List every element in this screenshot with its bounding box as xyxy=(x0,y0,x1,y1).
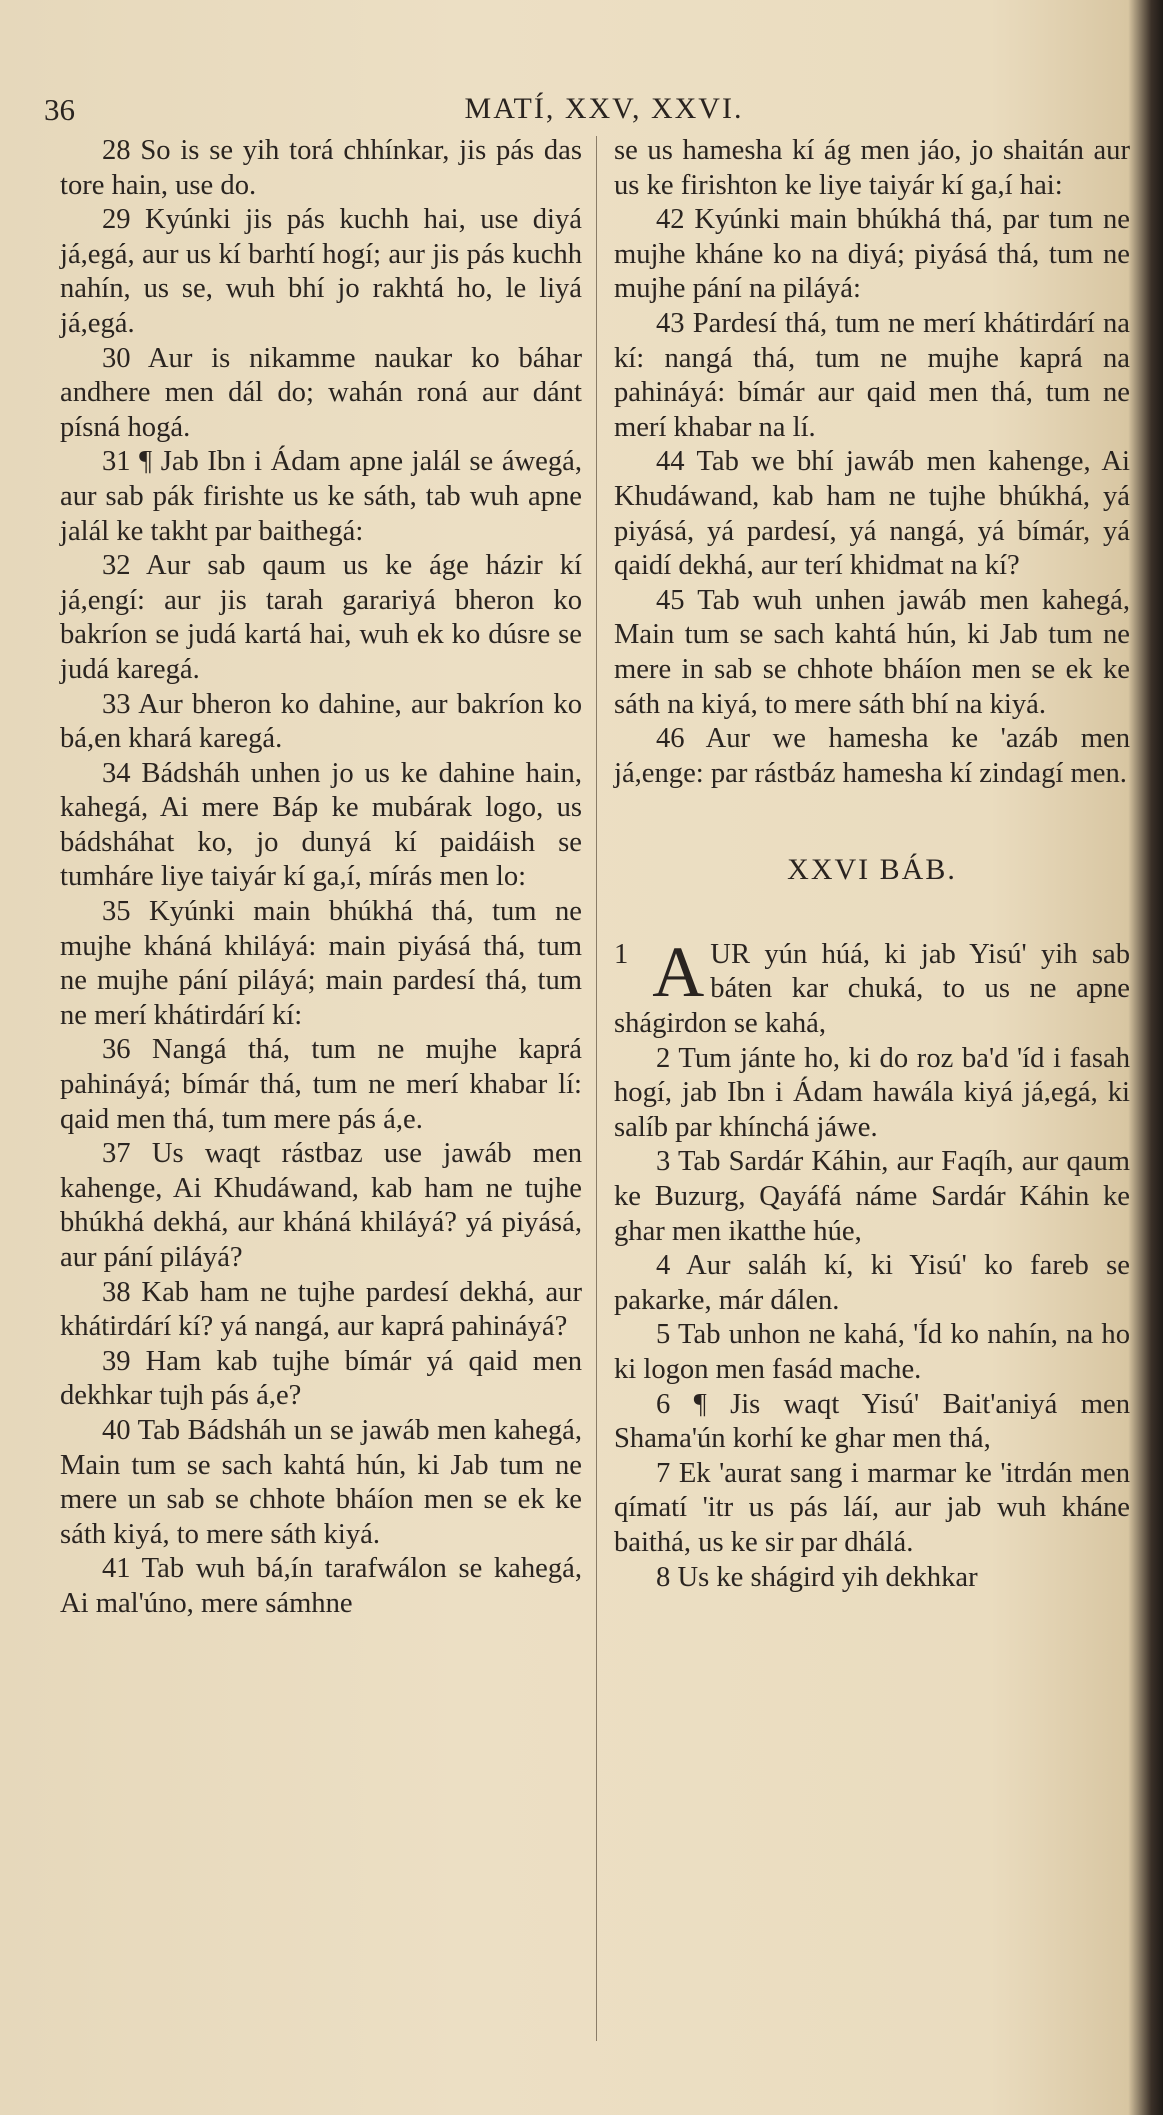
verse: 28 So is se yih torá chhínkar, jis pás das tore hain, use do. xyxy=(60,135,582,201)
right-column xyxy=(614,134,1130,1595)
verse-continuation: se us hamesha kí ág men jáo, jo shaitán aur us ke firishton ke liye taiyár kí ga,í hai: xyxy=(614,135,1130,201)
verse: 40 Tab Bádsháh un se jawáb men kahegá, Main tum se sach kahtá hún, ki Jab tum ne mere un sab se chhote bháíon men se ek ke sáth kiyá, to mere sáth kiyá. xyxy=(60,1414,582,1550)
verse: 43 Pardesí thá, tum ne merí khátirdárí na kí: nangá thá, tum ne mujhe kaprá na pahináyá: bímár aur qaid men thá, tum ne merí khabar na lí. xyxy=(614,307,1130,443)
verse: 7 Ek 'aurat sang i marmar ke 'itrdán men qímatí 'itr us pás láí, aur jab wuh kháne baithá, us ke sir par dhálá. xyxy=(614,1457,1130,1558)
verse: 37 Us waqt rástbaz use jawáb men kahenge, Ai Khudáwand, kab ham ne tujhe bhúkhá dekhá, aur kháná khiláyá? yá piyásá, aur pání piláyá? xyxy=(60,1138,582,1273)
running-head xyxy=(44,92,1124,132)
chapter-heading: XXVI BÁB. xyxy=(787,853,957,887)
page-number: 36 xyxy=(44,92,75,127)
verse: 39 Ham kab tujhe bímár yá qaid men dekhkar tujh pás á,e? xyxy=(60,1345,582,1412)
verse: 35 Kyúnki main bhúkhá thá, tum ne mujhe kháná khiláyá: main piyásá thá, tum ne mujhe pání piláyá; main pardesí thá, tum ne merí khátirdárí kí: xyxy=(60,896,582,1031)
verse: 34 Bádsháh unhen jo us ke dahine hain, kahegá, Ai mere Báp ke mubárak logo, us bádsháhat ko, jo dunyá kí paidáish se tumháre liye taiyár kí ga,í, mírás men lo: xyxy=(60,757,582,893)
verse: 2 Tum jánte ho, ki do roz ba'd 'íd i fasah hogí, jab Ibn i Ádam hawála kiyá já,egá, ki salíb par khínchá jáwe. xyxy=(614,1042,1130,1143)
verse: 6 ¶ Jis waqt Yisú' Bait'aniyá men Shama'ún korhí ke ghar men thá, xyxy=(614,1388,1130,1455)
running-title: MATÍ, XXV, XXVI. xyxy=(464,92,744,125)
verse: 44 Tab we bhí jawáb men kahenge, Ai Khudáwand, kab ham ne tujhe bhúkhá, yá piyásá, yá pardesí, yá nangá, yá bímár, yá qaidí dekhá, aur terí khidmat na kí? xyxy=(614,446,1130,582)
column-divider xyxy=(596,136,597,2041)
verse: 33 Aur bheron ko dahine, aur bakríon ko bá,en khará karegá. xyxy=(60,688,582,755)
verse: 42 Kyúnki main bhúkhá thá, par tum ne mujhe kháne ko na diyá; piyásá thá, tum ne mujhe pání na piláyá: xyxy=(614,204,1130,305)
verse: 29 Kyúnki jis pás kuchh hai, use diyá já,egá, aur us kí barhtí hogí; aur jis pás kuchh nahín, us se, wuh bhí jo rakhtá ho, le liyá já,egá. xyxy=(60,204,582,339)
verse: 31 ¶ Jab Ibn i Ádam apne jalál se áwegá, aur sab pák firishte us ke sáth, tab wuh apne jalál ke takht par baithegá: xyxy=(60,446,582,547)
verse: 5 Tab unhon ne kahá, 'Íd ko nahín, na ho ki logon men fasád mache. xyxy=(614,1319,1130,1385)
verse: 30 Aur is nikamme naukar ko báhar andhere men dál do; wahán roná aur dánt písná hogá. xyxy=(60,342,582,443)
verse: 46 Aur we hamesha ke 'azáb men já,enge: par rástbáz hamesha kí zindagí men. xyxy=(614,723,1130,789)
verse: 45 Tab wuh unhen jawáb men kahegá, Main tum se sach kahtá hún, ki Jab tum ne mere in sab se chhote bháíon men se ek ke sáth na kiyá, to mere sáth bhí na kiyá. xyxy=(614,584,1130,720)
left-column xyxy=(60,134,582,1622)
verse: 36 Nangá thá, tum ne mujhe kaprá pahináyá; bímár thá, tum ne merí khabar lí: qaid men thá, tum mere pás á,e. xyxy=(60,1034,582,1135)
verse: 32 Aur sab qaum us ke áge házir kí já,engí: aur jis tarah garariyá bheron ko bakríon se judá kartá hai, wuh ek ko dúsre se judá karegá. xyxy=(60,550,582,685)
verse: 3 Tab Sardár Káhin, aur Faqíh, aur qaum ke Buzurg, Qayáfá náme Sardár Káhin ke ghar men ikatthe húe, xyxy=(614,1146,1130,1247)
verse-text: UR yún húá, ki jab Yisú' yih sab báten kar chuká, to us ne apne shágirdon se kahá, xyxy=(614,938,1130,1040)
verse: 4 Aur saláh kí, ki Yisú' ko fareb se pakarke, már dálen. xyxy=(614,1250,1130,1316)
chapter-opening-verse xyxy=(614,931,1130,1042)
verse: 8 Us ke shágird yih dekhkar xyxy=(656,1561,978,1593)
verse: 41 Tab wuh bá,ín tarafwálon se kahegá, Ai mal'úno, mere sámhne xyxy=(60,1553,582,1619)
verse: 38 Kab ham ne tujhe pardesí dekhá, aur khátirdárí kí? yá nangá, aur kaprá pahináyá? xyxy=(60,1276,582,1343)
drop-cap: A xyxy=(652,931,705,1012)
verse-number: 1 xyxy=(614,938,629,970)
